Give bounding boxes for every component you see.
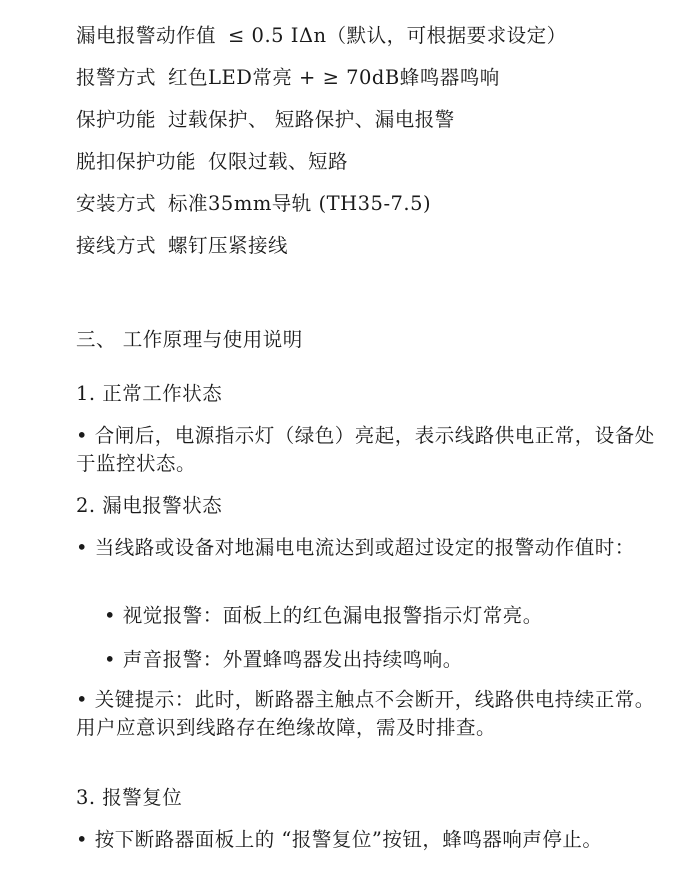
spec-value: 标准35mm导轨 (TH35-7.5) xyxy=(168,192,432,215)
spec-label: 保护功能 xyxy=(76,108,157,131)
spec-row-alarm-value xyxy=(76,22,656,50)
spec-value: ≤ 0.5 IΔn（默认，可根据要求设定） xyxy=(228,24,567,47)
bullet-key-tip: • 关键提示：此时，断路器主触点不会断开，线路供电持续正常。用户应意识到线路存在绝缘故障，需及时排查。 xyxy=(76,688,655,739)
spec-label: 接线方式 xyxy=(76,234,157,257)
spec-value: 螺钉压紧接线 xyxy=(168,234,289,257)
spec-label: 安装方式 xyxy=(76,192,157,215)
sub-bullet-visual-alarm: • 视觉报警：面板上的红色漏电报警指示灯常亮。 xyxy=(104,604,543,627)
spec-label: 脱扣保护功能 xyxy=(76,150,197,173)
spec-value: 过载保护、 短路保护、漏电报警 xyxy=(168,108,455,131)
spec-value: 仅限过载、短路 xyxy=(208,150,349,173)
sub-bullet-sound-alarm: • 声音报警：外置蜂鸣器发出持续鸣响。 xyxy=(104,648,463,671)
spec-row-protection xyxy=(76,106,656,134)
spec-row-alarm-method xyxy=(76,64,656,92)
section-heading: 三、 工作原理与使用说明 xyxy=(76,328,303,351)
spec-row-wiring xyxy=(76,232,656,260)
spec-row-installation xyxy=(76,190,656,218)
spec-label: 报警方式 xyxy=(76,66,157,89)
subsection-title-normal: 1. 正常工作状态 xyxy=(76,382,223,405)
bullet-normal-state: • 合闸后，电源指示灯（绿色）亮起，表示线路供电正常，设备处于监控状态。 xyxy=(76,424,655,475)
bullet-leakage-condition: • 当线路或设备对地漏电电流达到或超过设定的报警动作值时： xyxy=(76,536,635,559)
bullet-reset: • 按下断路器面板上的 “报警复位”按钮，蜂鸣器响声停止。 xyxy=(76,828,603,851)
subsection-title-reset: 3. 报警复位 xyxy=(76,786,183,809)
spec-label: 漏电报警动作值 xyxy=(76,24,217,47)
spec-value: 红色LED常亮 + ≥ 70dB蜂鸣器鸣响 xyxy=(168,66,500,89)
spec-row-trip-protection xyxy=(76,148,656,176)
subsection-title-leakage: 2. 漏电报警状态 xyxy=(76,494,223,517)
